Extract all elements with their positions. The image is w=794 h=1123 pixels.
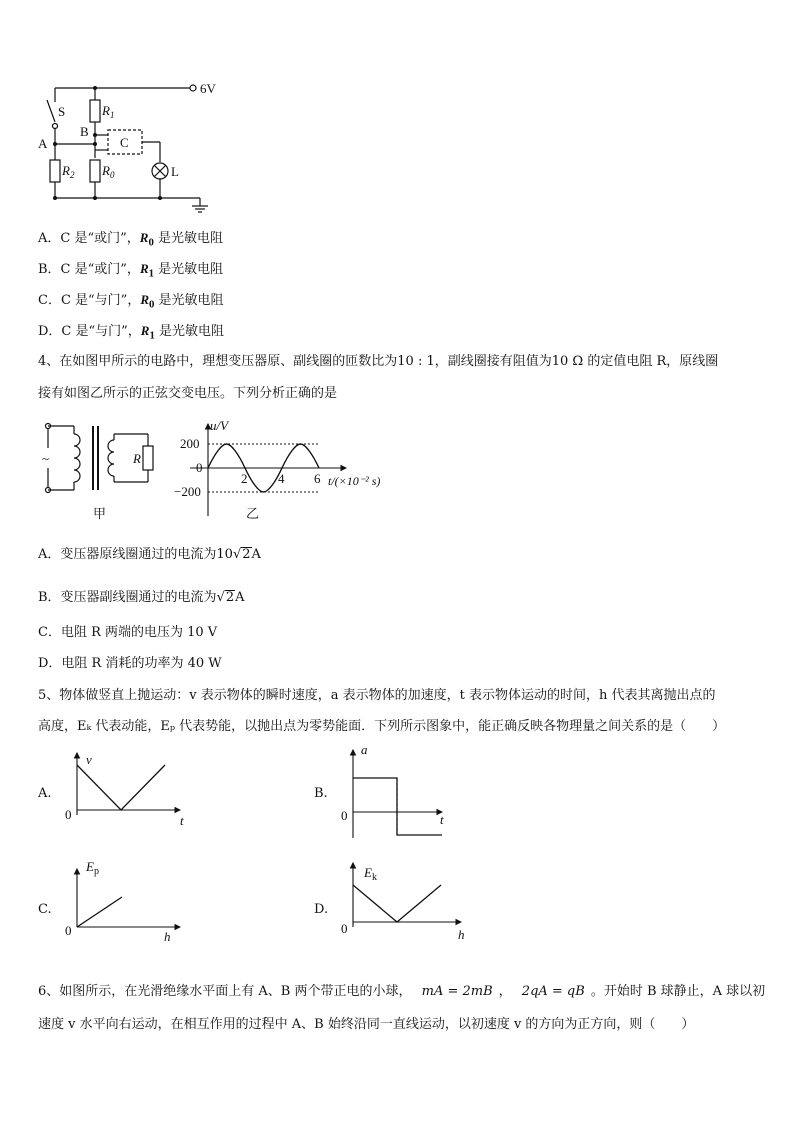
label-l: L (171, 164, 179, 179)
svg-text:0: 0 (341, 921, 348, 936)
y-axis-label: u/V (210, 418, 229, 433)
x-tick-2: 2 (241, 471, 248, 486)
q4-stem-line1: 4、在如图甲所示的电路中，理想变压器原、副线圈的匝数比为10 : 1，副线圈接有阻值为10 Ω 的定值电阻 R，原线圈 (38, 354, 719, 369)
q6-stem-line1: 6、如图所示，在光滑绝缘水平面上有 A、B 两个带正电的小球， mA = 2mB ， 2qA = qB 。开始时 B 球静止，A 球以初 (38, 984, 766, 999)
x-axis-label: t/(×10⁻² s) (328, 474, 381, 488)
label-r: R (133, 451, 141, 466)
q5-graph-c-option: C. (38, 902, 52, 917)
svg-text:Ek: $E_k$ (364, 865, 377, 883)
svg-text:a: a (361, 742, 368, 757)
label-s: S (58, 104, 66, 119)
x-tick-6: 6 (314, 471, 321, 486)
y-tick-neg200: −200 (174, 484, 201, 499)
q3-option-c: C．C 是“与门”，$R_0$ 是光敏电阻 (38, 292, 224, 311)
q4-option-b: B．变压器副线圈通过的电流为√2A (38, 590, 245, 605)
svg-text:t: t (180, 813, 184, 828)
y-tick-200: 200 (180, 436, 200, 451)
svg-text:0: 0 (65, 807, 72, 822)
q5-graph-d-ek-h (336, 855, 476, 945)
q5-graph-c-ep-h (60, 855, 190, 945)
q6-equation-charge: 2qA = qB (521, 984, 585, 999)
label-6v: 6V (200, 81, 216, 96)
q5-graph-a-option: A. (38, 786, 52, 801)
svg-text:v: v (86, 752, 92, 767)
q3-option-d: D．C 是“与门”，$R_1$ 是光敏电阻 (38, 323, 225, 342)
q3-option-a: A．C 是“或门”，$R_0$ 是光敏电阻 (38, 230, 223, 249)
svg-text:0: 0 (341, 808, 348, 823)
svg-text:R0: $R_0$ (102, 163, 115, 180)
q6-stem-line2: 速度 v 水平向右运动，在相互作用的过程中 A、B 始终沿同一直线运动，以初速度 v 的方向为正方向，则（ ） (38, 1017, 695, 1032)
svg-text:t: t (440, 812, 444, 827)
q5-graph-d-option: D. (314, 902, 329, 917)
q5-graph-b-option: B. (314, 786, 328, 801)
q5-stem-line1: 5、物体做竖直上抛运动：v 表示物体的瞬时速度，a 表示物体的加速度，t 表示物体运动的时间，h 代表其离抛出点的 (38, 688, 716, 703)
svg-text:Ep: $E_p$ (86, 859, 99, 877)
ac-source-tilde: ~ (42, 451, 50, 466)
svg-text:R1: $R_1$ (102, 103, 115, 120)
q4-option-a: A．变压器原线圈通过的电流为10√2A (38, 547, 261, 562)
q4-figure-yi-sine-graph (168, 418, 398, 528)
q5-graph-a-v-t (60, 745, 200, 835)
svg-text:0: 0 (65, 923, 72, 938)
label-b: B (80, 124, 89, 139)
origin-label: 0 (196, 460, 203, 475)
q6-equation-mass: mA = 2mB (421, 984, 493, 999)
label-yi: 乙 (246, 506, 260, 521)
label-c: C (120, 135, 129, 150)
q3-option-b: B．C 是“或门”，$R_1$ 是光敏电阻 (38, 261, 224, 280)
q5-graph-b-a-t (336, 740, 456, 840)
svg-text:h: h (458, 927, 465, 942)
label-r2: R (62, 163, 70, 178)
label-a: A (38, 136, 48, 151)
label-r1: R (102, 103, 110, 118)
svg-text:R2: $R_2$ (62, 163, 75, 180)
q5-stem-line2: 高度，Eₖ 代表动能，Eₚ 代表势能，以抛出点为零势能面．下列所示图象中，能正确反映各物理量之间关系的是（ ） (38, 719, 726, 734)
x-tick-4: 4 (278, 471, 285, 486)
label-jia: 甲 (93, 506, 107, 521)
label-r0: R (102, 163, 110, 178)
q3-circuit-diagram (30, 78, 230, 220)
q4-figure-jia-transformer (38, 418, 163, 528)
svg-text:h: h (164, 929, 171, 944)
q4-option-c: C．电阻 R 两端的电压为 10 V (38, 625, 218, 640)
q4-option-d: D．电阻 R 消耗的功率为 40 W (38, 656, 222, 671)
q4-stem-line2: 接有如图乙所示的正弦交变电压。下列分析正确的是 (38, 386, 338, 401)
